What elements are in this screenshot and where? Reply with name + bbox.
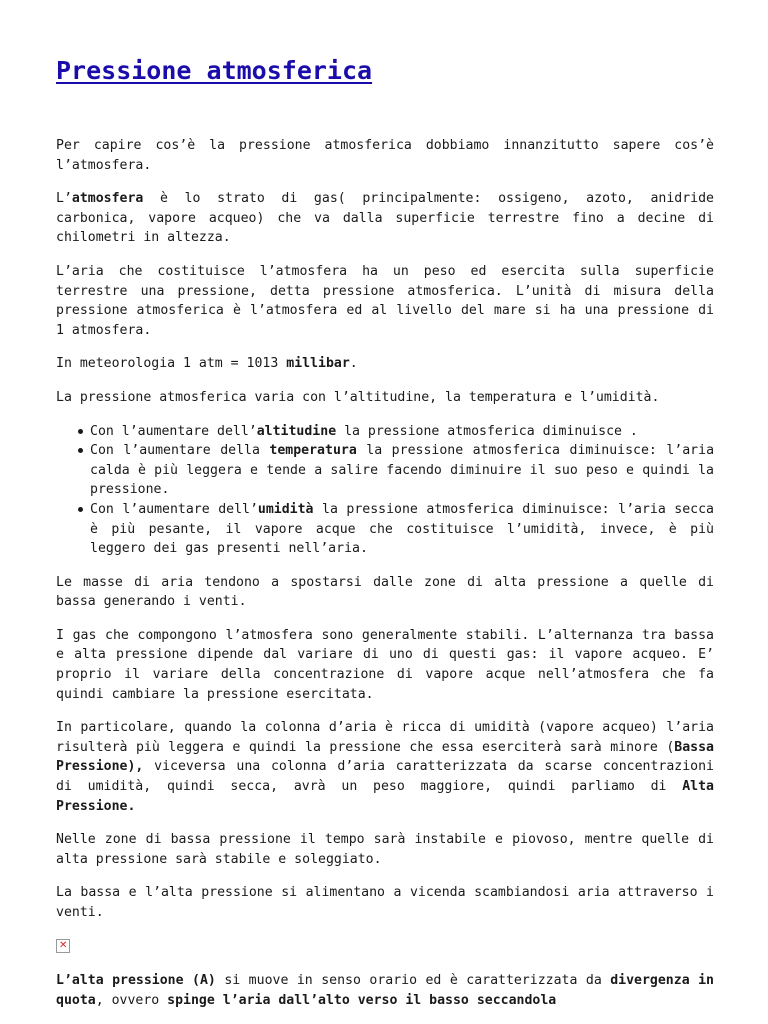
page-title-link[interactable]: Pressione atmosferica [56,56,373,85]
paragraph-scambio: La bassa e l’alta pressione si alimentano a vicenda scambiandosi aria attraverso i venti. [56,885,714,920]
page-title [56,54,372,88]
list-item: Con l’aumentare della temperatura la pressione atmosferica diminuisce: l’aria calda è più leggera e tende a salire facendo diminuire il suo peso e quindi la pressione. [90,441,714,500]
paragraph-millibar: In meteorologia 1 atm = 1013 millibar. [56,356,358,372]
list-item: Con l’aumentare dell’altitudine la pressione atmosferica diminuisce . [90,422,714,442]
bullet-list [56,422,714,559]
bold-alta-pressione: Alta Pressione. [56,779,714,814]
paragraph-umidita: In particolare, quando la colonna d’aria è ricca di umidità (vapore acqueo) l’aria risulterà più leggera e quindi la pressione che essa eserciterà sarà minore (Bassa Pressione), viceversa una colonna d’aria caratterizzata da scarse concentrazioni di umidità, quindi secca, avrà un peso maggiore, quindi parliamo di Alta Pressione. [56,720,714,814]
paragraph-variazione: La pressione atmosferica varia con l’altitudine, la temperatura e l’umidità. [56,389,660,405]
paragraph-intro: Per capire cos’è la pressione atmosferica dobbiamo innanzitutto sapere cos’è l’atmosfera. [56,138,714,173]
paragraph-tempo: Nelle zone di bassa pressione il tempo sarà instabile e piovoso, mentre quelle di alta pressione sarà stabile e soleggiato. [56,832,714,867]
paragraph-venti: Le masse di aria tendono a spostarsi dalle zone di alta pressione a quelle di bassa generando i venti. [56,574,714,610]
paragraph-peso-aria: L’aria che costituisce l’atmosfera ha un peso ed esercita sulla superficie terrestre una pressione, detta pressione atmosferica. L’unità di misura della pressione atmosferica è l’atmosfera ed al livello del mare si ha una pressione di 1 atmosfera. [56,263,714,338]
paragraph-alta-pressione: L’alta pressione (A) si muove in senso orario ed è caratterizzata da divergenza in quota, ovvero spinge l’aria dall’alto verso il basso seccandola [56,973,714,1008]
bold-atmosfera: atmosfera [71,191,144,207]
paragraph-gas: I gas che compongono l’atmosfera sono generalmente stabili. L’alternanza tra bassa e alta pressione dipende dal variare di uno di questi gas: il vapore acqueo. E’ proprio il variare della concentrazione di vapore acque nell’atmosfera che fa quindi cambiare la pressione esercitata. [56,627,714,702]
bold-millibar: millibar [286,356,350,372]
paragraph-atmosfera: L’atmosfera è lo strato di gas( principalmente: ossigeno, azoto, anidride carbonica, vapore acqueo) che va dalla superficie terrestre fino a decine di chilometri in altezza. [56,191,714,246]
list-item: Con l’aumentare dell’umidità la pressione atmosferica diminuisce: l’aria secca è più pesante, il vapore acque che costituisce l’umidità, invece, è più leggero dei gas presenti nell’aria. [90,500,714,559]
broken-image-icon: ✕ [56,939,70,953]
article-body [56,136,714,1024]
bold-bassa-pressione: Bassa Pressione), [56,739,714,775]
